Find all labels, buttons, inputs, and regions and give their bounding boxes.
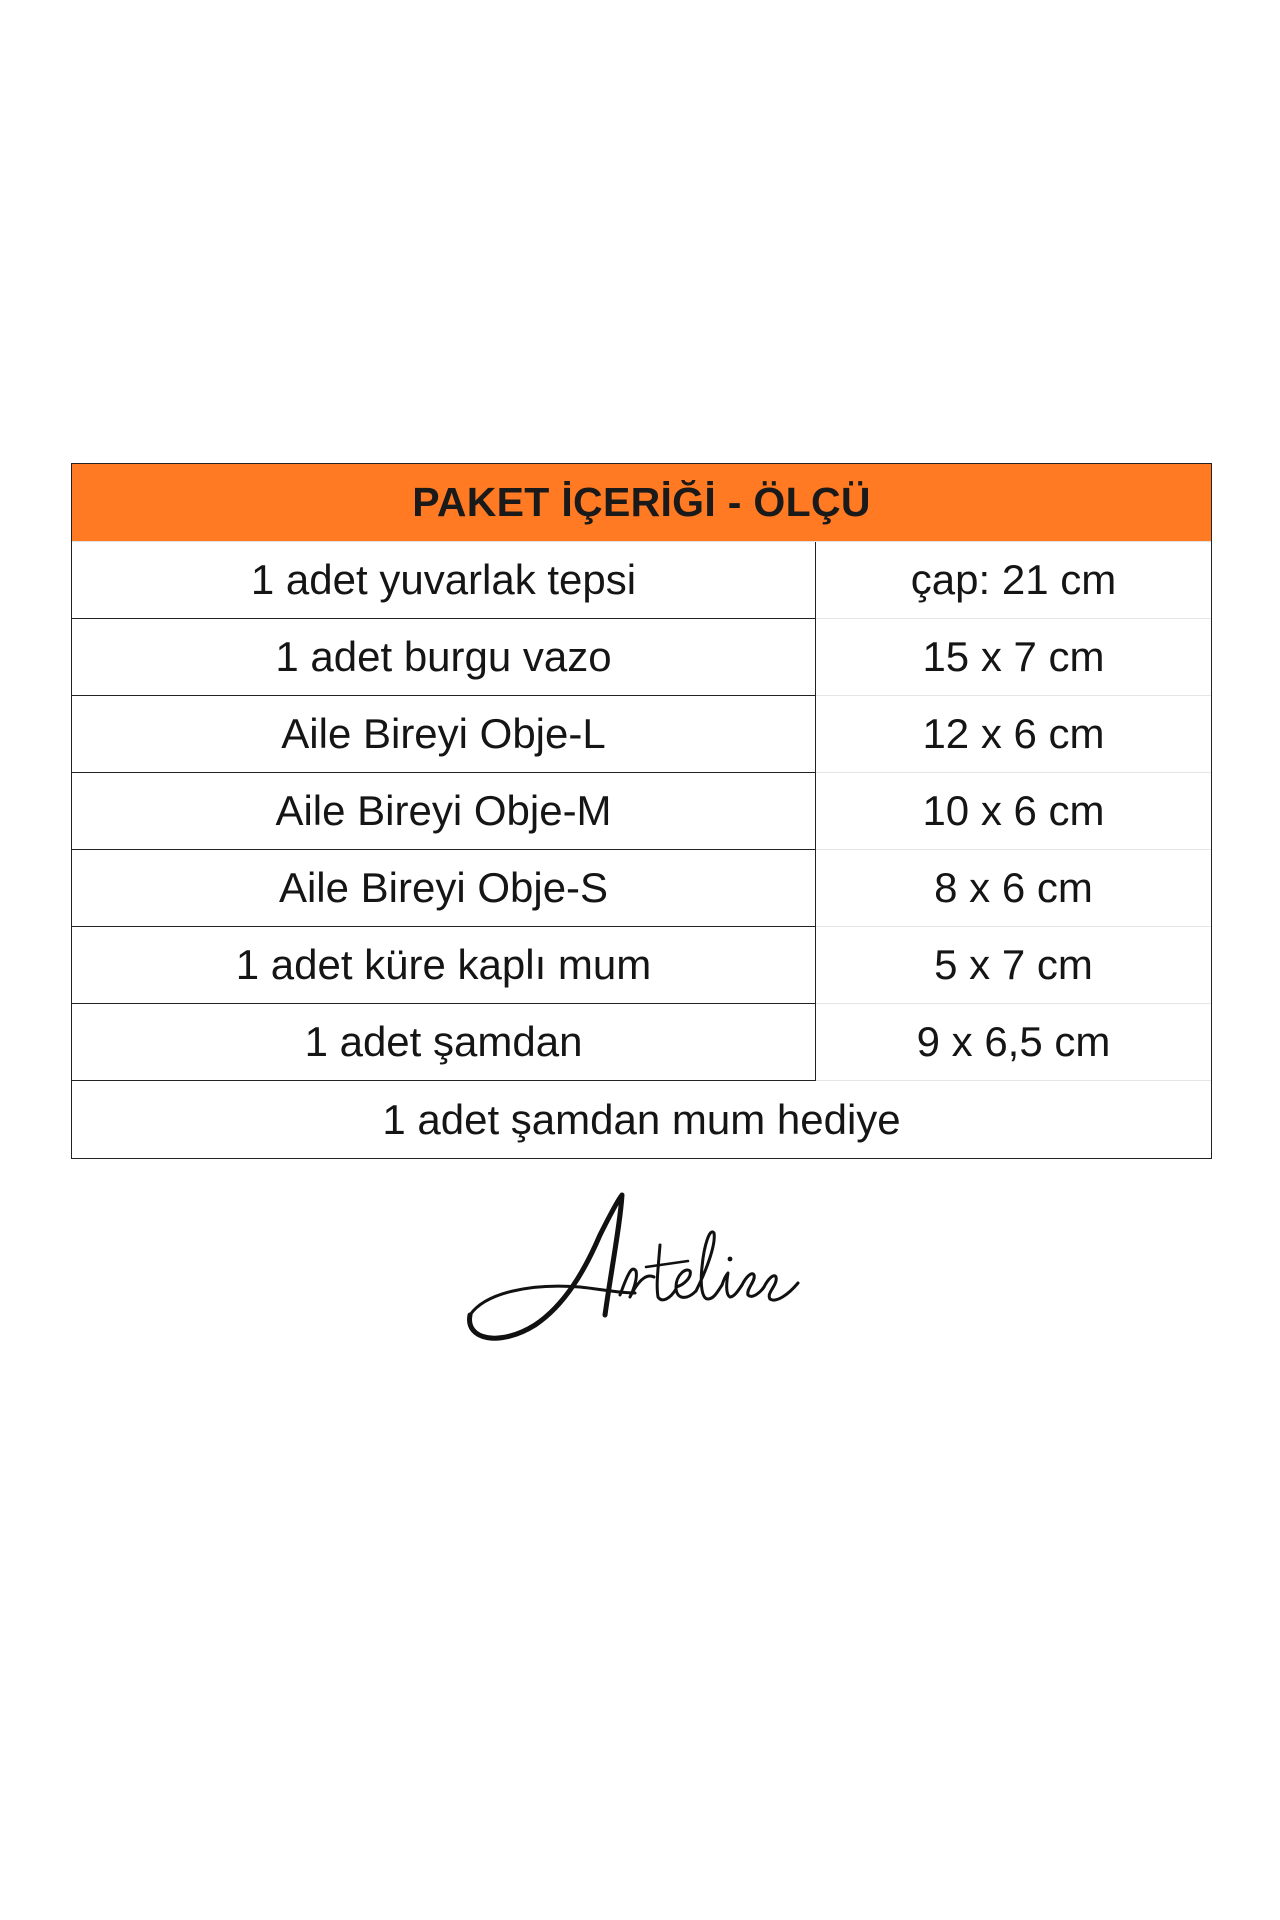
item-size-cell: 8 x 6 cm <box>816 850 1211 927</box>
table-row <box>72 542 1211 619</box>
item-name-cell: 1 adet yuvarlak tepsi <box>72 542 816 619</box>
item-size-cell: 15 x 7 cm <box>816 619 1211 696</box>
table-row <box>72 696 1211 773</box>
item-size-cell: 9 x 6,5 cm <box>816 1004 1211 1081</box>
package-contents-table <box>71 463 1212 1159</box>
item-name-cell: Aile Bireyi Obje-S <box>72 850 816 927</box>
item-size-cell: 5 x 7 cm <box>816 927 1211 1004</box>
item-name-cell: 1 adet küre kaplı mum <box>72 927 816 1004</box>
item-name-cell: Aile Bireyi Obje-L <box>72 696 816 773</box>
table-title: PAKET İÇERİĞİ - ÖLÇÜ <box>72 464 1211 542</box>
arteliss-logo <box>460 1175 820 1355</box>
table-row <box>72 773 1211 850</box>
table-row <box>72 619 1211 696</box>
table-row <box>72 850 1211 927</box>
item-name-cell: 1 adet burgu vazo <box>72 619 816 696</box>
table-footer-note: 1 adet şamdan mum hediye <box>382 1095 901 1143</box>
table-row <box>72 927 1211 1004</box>
item-name-cell: Aile Bireyi Obje-M <box>72 773 816 850</box>
item-name-cell: 1 adet şamdan <box>72 1004 816 1081</box>
item-size-cell: 10 x 6 cm <box>816 773 1211 850</box>
table-row <box>72 1004 1211 1081</box>
item-size-cell: 12 x 6 cm <box>816 696 1211 773</box>
item-size-cell: çap: 21 cm <box>816 542 1211 619</box>
